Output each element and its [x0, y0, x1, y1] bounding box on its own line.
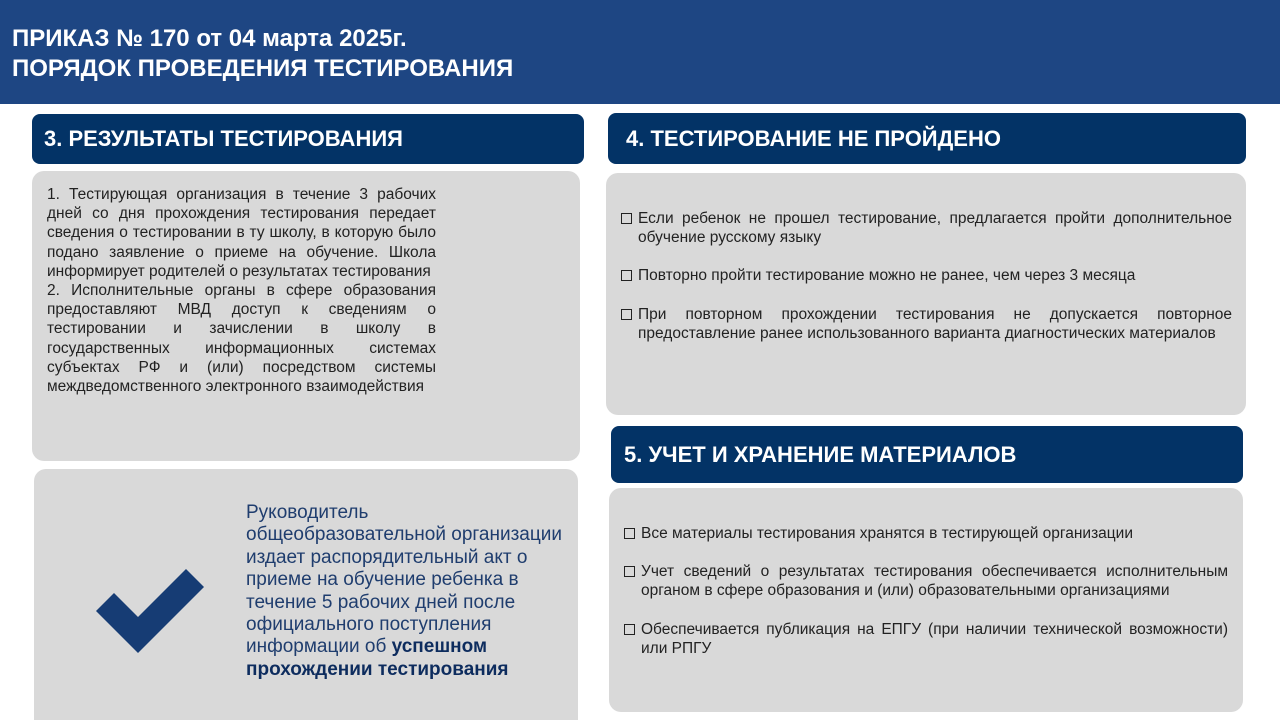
checkbox-bullet-icon	[624, 566, 635, 577]
section3-panel	[32, 171, 580, 461]
page-title-line1: ПРИКАЗ № 170 от 04 марта 2025г.	[12, 25, 407, 52]
checkbox-bullet-icon	[624, 624, 635, 635]
section5-bullet: Обеспечивается публикация на ЕПГУ (при наличии технической возможности) или РПГУ	[624, 620, 1228, 658]
section3-header: 3. РЕЗУЛЬТАТЫ ТЕСТИРОВАНИЯ	[32, 114, 584, 164]
section4-header: 4. ТЕСТИРОВАНИЕ НЕ ПРОЙДЕНО	[608, 113, 1246, 164]
checkbox-bullet-icon	[621, 270, 632, 281]
title-bar	[0, 0, 1280, 104]
section3-item-1: 1. Тестирующая организация в течение 3 рабочих дней со дня прохождения тестирования передает сведения о тестировании в ту школу, в которую было подано заявление о приеме на обучение. Школа информирует родителей о результатах тестирования	[47, 186, 436, 280]
callout-bold-text: успешном прохождении тестирования	[246, 636, 509, 680]
callout-text: Руководитель общеобразовательной организации издает распорядительный акт о приеме на обучение ребенка в течение 5 рабочих дней после официального поступления информации об	[246, 502, 562, 658]
section5-bullet: Учет сведений о результатах тестирования обеспечивается исполнительным органом в сфере образования и (или) образовательными организациями	[624, 562, 1228, 600]
section4-bullet: При повторном прохождении тестирования не допускается повторное предоставление ранее использованного варианта диагностических материалов	[621, 305, 1232, 343]
section4-panel	[606, 173, 1246, 415]
section5-panel	[609, 488, 1243, 712]
callout-panel	[34, 469, 578, 720]
callout-text-block	[246, 502, 568, 681]
section4-bullet: Повторно пройти тестирование можно не ранее, чем через 3 месяца	[621, 266, 1232, 285]
section5-bullet: Все материалы тестирования хранятся в тестирующей организации	[624, 524, 1228, 543]
section4-bullet: Если ребенок не прошел тестирование, предлагается пройти дополнительное обучение русскому языку	[621, 209, 1232, 247]
checkbox-bullet-icon	[621, 309, 632, 320]
checkbox-bullet-icon	[621, 213, 632, 224]
checkmark-icon	[94, 561, 208, 657]
checkbox-bullet-icon	[624, 528, 635, 539]
page-title-line2: ПОРЯДОК ПРОВЕДЕНИЯ ТЕСТИРОВАНИЯ	[12, 55, 514, 82]
section5-header: 5. УЧЕТ И ХРАНЕНИЕ МАТЕРИАЛОВ	[611, 426, 1243, 483]
section3-item-2: 2. Исполнительные органы в сфере образования предоставляют МВД доступ к сведениям о тестировании и зачислении в школу в государственных информационных системах субъектах РФ и (или) посредством системы междведомственного электронного взаимодействия	[47, 282, 436, 396]
